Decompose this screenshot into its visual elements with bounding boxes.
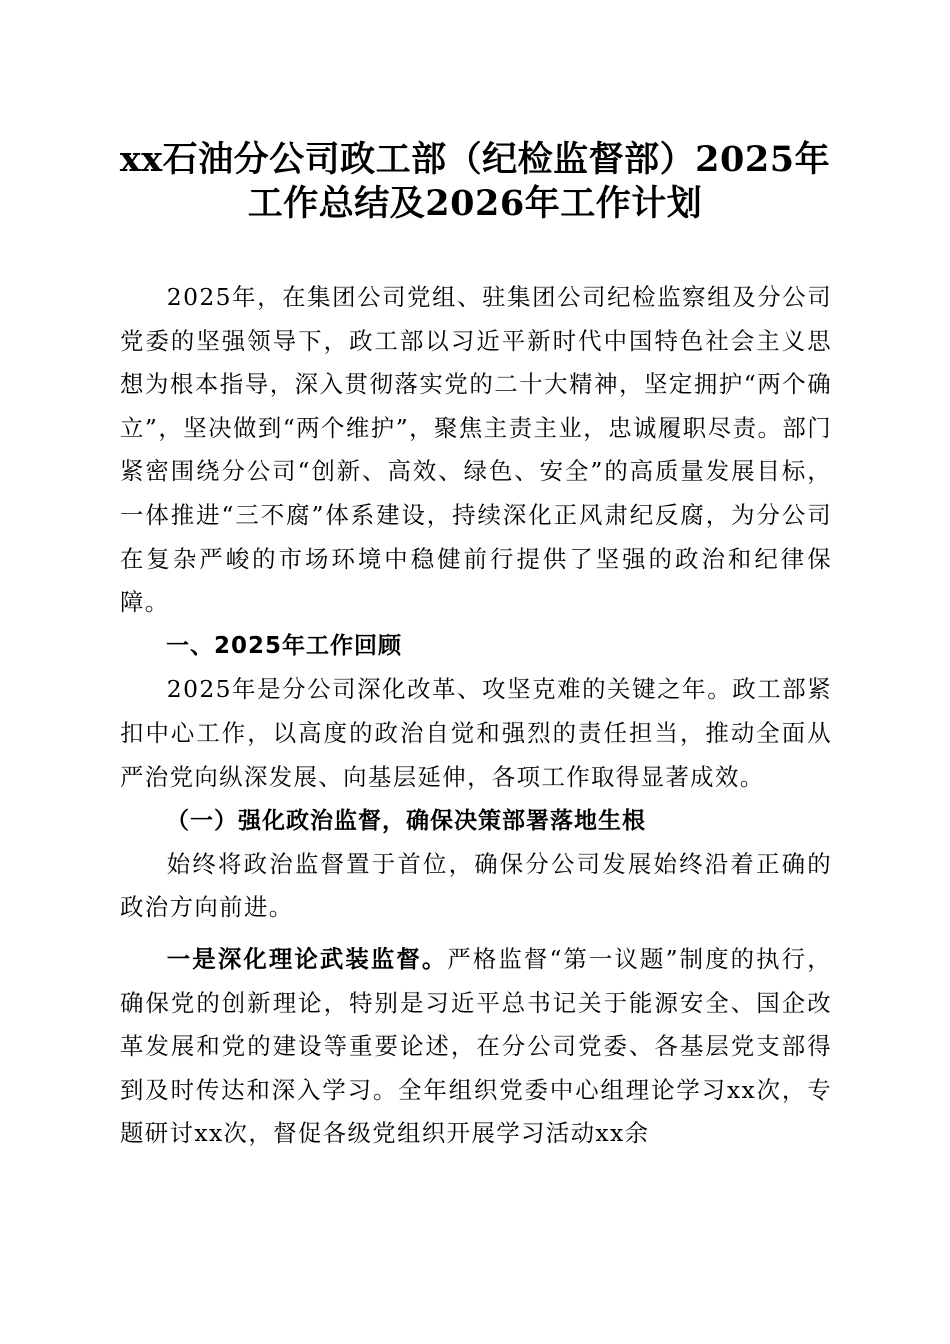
subsection-paragraph: 始终将政治监督置于首位，确保分公司发展始终沿着正确的政治方向前进。 [120, 849, 832, 922]
point-one-paragraph [120, 938, 832, 1156]
section-review-paragraph: 2025年是分公司深化改革、攻坚克难的关键之年。政工部紧扣中心工作，以高度的政治自觉和强烈的责任担当，推动全面从严治党向纵深发展、向基层延伸，各项工作取得显著成效。 [120, 675, 832, 791]
section-heading-review: 一、2025年工作回顾 [166, 632, 403, 659]
intro-paragraph: 2025年，在集团公司党组、驻集团公司纪检监察组及分公司党委的坚强领导下，政工部以习近平新时代中国特色社会主义思想为根本指导，深入贯彻落实党的二十大精神，坚定拥护“两个确立”，坚决做到“两个维护”，聚焦主责主业，忠诚履职尽责。部门紧密围绕分公司“创新、高效、绿色、安全”的高质量发展目标，一体推进“三不腐”体系建设，持续深化正风肃纪反腐，为分公司在复杂严峻的市场环境中稳健前行提供了坚强的政治和纪律保障。 [120, 283, 832, 617]
paragraph-gap [120, 930, 832, 938]
document-body [120, 276, 832, 1156]
subsection-heading-political-supervision: （一）强化政治监督，确保决策部署落地生根 [166, 807, 646, 835]
title-line-1: xx石油分公司政工部（纪检监督部）2025年 [119, 139, 831, 180]
title-line-2: 工作总结及2026年工作计划 [247, 183, 703, 224]
point-one-lead: 一是深化理论武装监督。 [166, 944, 448, 973]
document-title [100, 138, 850, 226]
point-one-text: 严格监督“第一议题”制度的执行，确保党的创新理论，特别是习近平总书记关于能源安全、国企改革发展和党的建设等重要论述，在分公司党委、各基层党支部得到及时传达和深入学习。全年组织党委中心组理论学习xx次，专题研讨xx次，督促各级党组织开展学习活动xx余 [120, 944, 832, 1148]
